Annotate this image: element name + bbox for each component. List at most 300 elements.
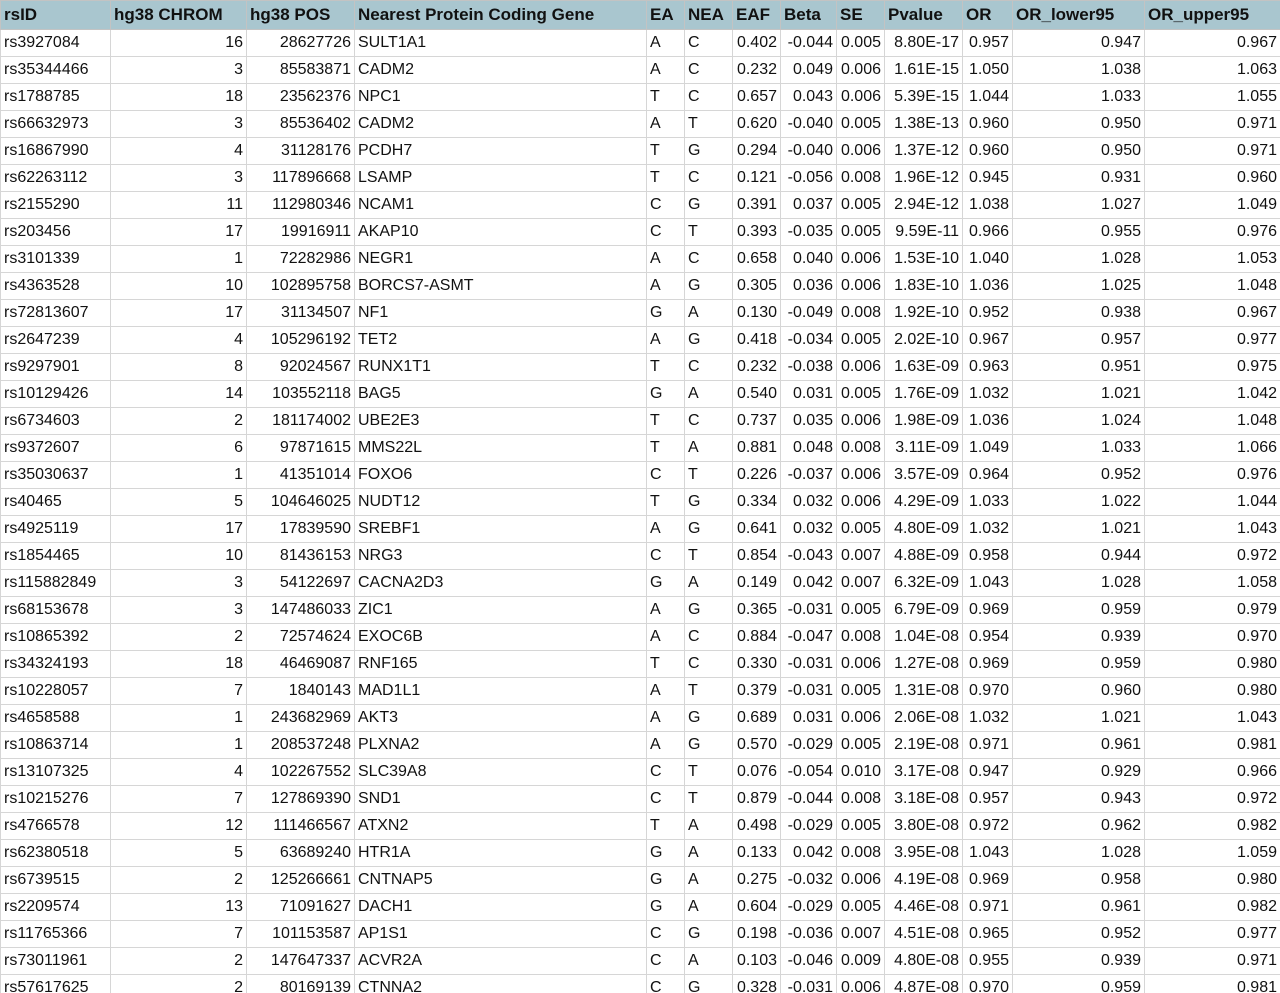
- cell-gene[interactable]: SND1: [355, 786, 647, 813]
- cell-eaf[interactable]: 0.334: [733, 489, 781, 516]
- cell-ea[interactable]: A: [647, 597, 685, 624]
- cell-or[interactable]: 1.032: [963, 516, 1013, 543]
- cell-or-lower95[interactable]: 0.962: [1013, 813, 1145, 840]
- cell-rsid[interactable]: rs62263112: [1, 165, 111, 192]
- cell-or-upper95[interactable]: 0.980: [1145, 867, 1280, 894]
- cell-pos[interactable]: 112980346: [247, 192, 355, 219]
- cell-eaf[interactable]: 0.402: [733, 30, 781, 57]
- cell-or-upper95[interactable]: 1.059: [1145, 840, 1280, 867]
- cell-or-lower95[interactable]: 1.021: [1013, 705, 1145, 732]
- cell-pos[interactable]: 19916911: [247, 219, 355, 246]
- cell-chrom[interactable]: 13: [111, 894, 247, 921]
- cell-or-lower95[interactable]: 0.961: [1013, 894, 1145, 921]
- cell-ea[interactable]: A: [647, 30, 685, 57]
- cell-pvalue[interactable]: 2.94E-12: [885, 192, 963, 219]
- col-header-or[interactable]: OR: [963, 1, 1013, 30]
- table-row[interactable]: [1, 948, 1280, 975]
- cell-gene[interactable]: BAG5: [355, 381, 647, 408]
- cell-or-upper95[interactable]: 0.970: [1145, 624, 1280, 651]
- cell-pvalue[interactable]: 1.04E-08: [885, 624, 963, 651]
- cell-gene[interactable]: NEGR1: [355, 246, 647, 273]
- cell-rsid[interactable]: rs10865392: [1, 624, 111, 651]
- cell-or-lower95[interactable]: 0.939: [1013, 948, 1145, 975]
- cell-beta[interactable]: -0.044: [781, 30, 837, 57]
- table-row[interactable]: [1, 651, 1280, 678]
- cell-or-upper95[interactable]: 0.980: [1145, 651, 1280, 678]
- cell-pvalue[interactable]: 2.19E-08: [885, 732, 963, 759]
- cell-nea[interactable]: C: [685, 84, 733, 111]
- cell-beta[interactable]: 0.042: [781, 570, 837, 597]
- cell-pvalue[interactable]: 4.46E-08: [885, 894, 963, 921]
- cell-rsid[interactable]: rs35030637: [1, 462, 111, 489]
- cell-chrom[interactable]: 2: [111, 975, 247, 993]
- cell-or-upper95[interactable]: 1.044: [1145, 489, 1280, 516]
- cell-eaf[interactable]: 0.658: [733, 246, 781, 273]
- cell-pos[interactable]: 102267552: [247, 759, 355, 786]
- cell-eaf[interactable]: 0.657: [733, 84, 781, 111]
- cell-or-lower95[interactable]: 0.950: [1013, 138, 1145, 165]
- cell-beta[interactable]: -0.031: [781, 651, 837, 678]
- cell-or-upper95[interactable]: 0.972: [1145, 786, 1280, 813]
- table-row[interactable]: [1, 597, 1280, 624]
- cell-pvalue[interactable]: 4.88E-09: [885, 543, 963, 570]
- cell-ea[interactable]: A: [647, 516, 685, 543]
- cell-ea[interactable]: A: [647, 327, 685, 354]
- table-row[interactable]: [1, 84, 1280, 111]
- cell-eaf[interactable]: 0.604: [733, 894, 781, 921]
- cell-se[interactable]: 0.007: [837, 570, 885, 597]
- cell-ea[interactable]: G: [647, 570, 685, 597]
- cell-chrom[interactable]: 14: [111, 381, 247, 408]
- cell-or[interactable]: 0.952: [963, 300, 1013, 327]
- cell-pos[interactable]: 72282986: [247, 246, 355, 273]
- cell-beta[interactable]: -0.032: [781, 867, 837, 894]
- cell-eaf[interactable]: 0.226: [733, 462, 781, 489]
- cell-or-upper95[interactable]: 1.043: [1145, 516, 1280, 543]
- cell-gene[interactable]: BORCS7-ASMT: [355, 273, 647, 300]
- cell-eaf[interactable]: 0.540: [733, 381, 781, 408]
- cell-eaf[interactable]: 0.641: [733, 516, 781, 543]
- cell-chrom[interactable]: 17: [111, 300, 247, 327]
- cell-pos[interactable]: 71091627: [247, 894, 355, 921]
- cell-gene[interactable]: ATXN2: [355, 813, 647, 840]
- cell-nea[interactable]: C: [685, 624, 733, 651]
- cell-nea[interactable]: A: [685, 840, 733, 867]
- col-header-chrom[interactable]: hg38 CHROM: [111, 1, 247, 30]
- cell-beta[interactable]: -0.029: [781, 732, 837, 759]
- cell-ea[interactable]: A: [647, 705, 685, 732]
- cell-rsid[interactable]: rs115882849: [1, 570, 111, 597]
- cell-pos[interactable]: 105296192: [247, 327, 355, 354]
- cell-gene[interactable]: SULT1A1: [355, 30, 647, 57]
- cell-or[interactable]: 0.969: [963, 651, 1013, 678]
- table-row[interactable]: [1, 786, 1280, 813]
- cell-ea[interactable]: A: [647, 273, 685, 300]
- cell-beta[interactable]: -0.047: [781, 624, 837, 651]
- cell-pos[interactable]: 101153587: [247, 921, 355, 948]
- cell-or[interactable]: 0.954: [963, 624, 1013, 651]
- cell-eaf[interactable]: 0.305: [733, 273, 781, 300]
- cell-pos[interactable]: 125266661: [247, 867, 355, 894]
- cell-rsid[interactable]: rs40465: [1, 489, 111, 516]
- cell-pvalue[interactable]: 1.37E-12: [885, 138, 963, 165]
- cell-or-upper95[interactable]: 1.063: [1145, 57, 1280, 84]
- cell-gene[interactable]: NRG3: [355, 543, 647, 570]
- cell-pos[interactable]: 23562376: [247, 84, 355, 111]
- cell-pos[interactable]: 147647337: [247, 948, 355, 975]
- cell-ea[interactable]: T: [647, 84, 685, 111]
- table-row[interactable]: [1, 489, 1280, 516]
- cell-rsid[interactable]: rs203456: [1, 219, 111, 246]
- table-row[interactable]: [1, 813, 1280, 840]
- cell-pos[interactable]: 85536402: [247, 111, 355, 138]
- cell-chrom[interactable]: 7: [111, 786, 247, 813]
- cell-nea[interactable]: A: [685, 300, 733, 327]
- cell-beta[interactable]: -0.029: [781, 894, 837, 921]
- cell-ea[interactable]: T: [647, 651, 685, 678]
- cell-rsid[interactable]: rs4658588: [1, 705, 111, 732]
- cell-se[interactable]: 0.008: [837, 786, 885, 813]
- col-header-gene[interactable]: Nearest Protein Coding Gene: [355, 1, 647, 30]
- cell-or[interactable]: 1.033: [963, 489, 1013, 516]
- cell-eaf[interactable]: 0.881: [733, 435, 781, 462]
- cell-eaf[interactable]: 0.330: [733, 651, 781, 678]
- cell-beta[interactable]: -0.034: [781, 327, 837, 354]
- cell-rsid[interactable]: rs3101339: [1, 246, 111, 273]
- cell-or-upper95[interactable]: 0.967: [1145, 30, 1280, 57]
- cell-or-upper95[interactable]: 0.981: [1145, 732, 1280, 759]
- cell-pos[interactable]: 103552118: [247, 381, 355, 408]
- cell-gene[interactable]: NPC1: [355, 84, 647, 111]
- cell-or-lower95[interactable]: 0.955: [1013, 219, 1145, 246]
- cell-se[interactable]: 0.006: [837, 84, 885, 111]
- cell-eaf[interactable]: 0.198: [733, 921, 781, 948]
- cell-rsid[interactable]: rs1788785: [1, 84, 111, 111]
- table-row[interactable]: [1, 462, 1280, 489]
- table-row[interactable]: [1, 246, 1280, 273]
- cell-nea[interactable]: T: [685, 219, 733, 246]
- cell-ea[interactable]: G: [647, 894, 685, 921]
- cell-pvalue[interactable]: 4.80E-09: [885, 516, 963, 543]
- cell-pvalue[interactable]: 2.02E-10: [885, 327, 963, 354]
- col-header-beta[interactable]: Beta: [781, 1, 837, 30]
- cell-pos[interactable]: 28627726: [247, 30, 355, 57]
- col-header-nea[interactable]: NEA: [685, 1, 733, 30]
- cell-pvalue[interactable]: 1.38E-13: [885, 111, 963, 138]
- cell-eaf[interactable]: 0.737: [733, 408, 781, 435]
- cell-or-upper95[interactable]: 0.980: [1145, 678, 1280, 705]
- cell-pos[interactable]: 81436153: [247, 543, 355, 570]
- cell-se[interactable]: 0.007: [837, 543, 885, 570]
- cell-nea[interactable]: C: [685, 246, 733, 273]
- cell-chrom[interactable]: 17: [111, 516, 247, 543]
- cell-rsid[interactable]: rs13107325: [1, 759, 111, 786]
- cell-rsid[interactable]: rs9372607: [1, 435, 111, 462]
- cell-or[interactable]: 0.958: [963, 543, 1013, 570]
- cell-beta[interactable]: 0.032: [781, 489, 837, 516]
- table-row[interactable]: [1, 840, 1280, 867]
- cell-se[interactable]: 0.005: [837, 327, 885, 354]
- cell-se[interactable]: 0.009: [837, 948, 885, 975]
- cell-or-lower95[interactable]: 0.959: [1013, 975, 1145, 993]
- cell-ea[interactable]: T: [647, 408, 685, 435]
- table-row[interactable]: [1, 273, 1280, 300]
- cell-se[interactable]: 0.006: [837, 462, 885, 489]
- cell-chrom[interactable]: 2: [111, 867, 247, 894]
- cell-or-upper95[interactable]: 0.979: [1145, 597, 1280, 624]
- cell-eaf[interactable]: 0.393: [733, 219, 781, 246]
- cell-pos[interactable]: 117896668: [247, 165, 355, 192]
- cell-chrom[interactable]: 4: [111, 138, 247, 165]
- cell-or-lower95[interactable]: 0.947: [1013, 30, 1145, 57]
- cell-rsid[interactable]: rs2209574: [1, 894, 111, 921]
- cell-or-lower95[interactable]: 1.027: [1013, 192, 1145, 219]
- cell-or-upper95[interactable]: 0.971: [1145, 948, 1280, 975]
- table-row[interactable]: [1, 165, 1280, 192]
- cell-ea[interactable]: C: [647, 759, 685, 786]
- cell-beta[interactable]: -0.049: [781, 300, 837, 327]
- cell-se[interactable]: 0.006: [837, 138, 885, 165]
- cell-beta[interactable]: 0.032: [781, 516, 837, 543]
- cell-gene[interactable]: NUDT12: [355, 489, 647, 516]
- cell-chrom[interactable]: 2: [111, 624, 247, 651]
- cell-beta[interactable]: -0.043: [781, 543, 837, 570]
- cell-or[interactable]: 0.957: [963, 30, 1013, 57]
- cell-rsid[interactable]: rs1854465: [1, 543, 111, 570]
- cell-ea[interactable]: A: [647, 111, 685, 138]
- col-header-pos[interactable]: hg38 POS: [247, 1, 355, 30]
- cell-chrom[interactable]: 7: [111, 678, 247, 705]
- cell-se[interactable]: 0.005: [837, 894, 885, 921]
- cell-beta[interactable]: -0.040: [781, 111, 837, 138]
- cell-or-upper95[interactable]: 1.058: [1145, 570, 1280, 597]
- cell-beta[interactable]: 0.031: [781, 705, 837, 732]
- cell-beta[interactable]: 0.037: [781, 192, 837, 219]
- cell-or-upper95[interactable]: 0.981: [1145, 975, 1280, 993]
- cell-nea[interactable]: G: [685, 921, 733, 948]
- cell-ea[interactable]: C: [647, 975, 685, 993]
- cell-gene[interactable]: RUNX1T1: [355, 354, 647, 381]
- table-row[interactable]: [1, 678, 1280, 705]
- cell-pvalue[interactable]: 9.59E-11: [885, 219, 963, 246]
- cell-se[interactable]: 0.006: [837, 273, 885, 300]
- cell-se[interactable]: 0.010: [837, 759, 885, 786]
- cell-ea[interactable]: T: [647, 489, 685, 516]
- cell-gene[interactable]: ACVR2A: [355, 948, 647, 975]
- cell-pvalue[interactable]: 1.27E-08: [885, 651, 963, 678]
- cell-or[interactable]: 0.971: [963, 732, 1013, 759]
- cell-or[interactable]: 0.947: [963, 759, 1013, 786]
- cell-or-lower95[interactable]: 1.033: [1013, 435, 1145, 462]
- cell-pos[interactable]: 181174002: [247, 408, 355, 435]
- cell-beta[interactable]: 0.031: [781, 381, 837, 408]
- cell-rsid[interactable]: rs4363528: [1, 273, 111, 300]
- cell-or-lower95[interactable]: 0.960: [1013, 678, 1145, 705]
- cell-nea[interactable]: G: [685, 516, 733, 543]
- table-row[interactable]: [1, 30, 1280, 57]
- table-row[interactable]: [1, 354, 1280, 381]
- cell-beta[interactable]: -0.054: [781, 759, 837, 786]
- cell-chrom[interactable]: 7: [111, 921, 247, 948]
- cell-pvalue[interactable]: 2.06E-08: [885, 705, 963, 732]
- cell-or-lower95[interactable]: 0.939: [1013, 624, 1145, 651]
- cell-or-lower95[interactable]: 0.943: [1013, 786, 1145, 813]
- cell-chrom[interactable]: 3: [111, 570, 247, 597]
- cell-or-lower95[interactable]: 0.957: [1013, 327, 1145, 354]
- cell-pos[interactable]: 41351014: [247, 462, 355, 489]
- cell-or-upper95[interactable]: 0.975: [1145, 354, 1280, 381]
- cell-rsid[interactable]: rs10215276: [1, 786, 111, 813]
- cell-se[interactable]: 0.008: [837, 840, 885, 867]
- cell-beta[interactable]: 0.036: [781, 273, 837, 300]
- cell-pvalue[interactable]: 4.29E-09: [885, 489, 963, 516]
- cell-eaf[interactable]: 0.879: [733, 786, 781, 813]
- cell-rsid[interactable]: rs10228057: [1, 678, 111, 705]
- cell-or-lower95[interactable]: 0.929: [1013, 759, 1145, 786]
- cell-gene[interactable]: SLC39A8: [355, 759, 647, 786]
- col-header-or-lower95[interactable]: OR_lower95: [1013, 1, 1145, 30]
- cell-rsid[interactable]: rs3927084: [1, 30, 111, 57]
- cell-gene[interactable]: PLXNA2: [355, 732, 647, 759]
- cell-nea[interactable]: C: [685, 30, 733, 57]
- cell-beta[interactable]: -0.056: [781, 165, 837, 192]
- cell-or[interactable]: 1.049: [963, 435, 1013, 462]
- cell-chrom[interactable]: 3: [111, 57, 247, 84]
- cell-eaf[interactable]: 0.076: [733, 759, 781, 786]
- cell-ea[interactable]: T: [647, 165, 685, 192]
- cell-se[interactable]: 0.006: [837, 354, 885, 381]
- cell-gene[interactable]: FOXO6: [355, 462, 647, 489]
- cell-pos[interactable]: 54122697: [247, 570, 355, 597]
- col-header-eaf[interactable]: EAF: [733, 1, 781, 30]
- cell-chrom[interactable]: 6: [111, 435, 247, 462]
- cell-nea[interactable]: G: [685, 327, 733, 354]
- cell-or-upper95[interactable]: 1.048: [1145, 408, 1280, 435]
- cell-or-lower95[interactable]: 1.021: [1013, 381, 1145, 408]
- cell-or-lower95[interactable]: 0.938: [1013, 300, 1145, 327]
- cell-or-lower95[interactable]: 0.952: [1013, 921, 1145, 948]
- cell-pvalue[interactable]: 3.17E-08: [885, 759, 963, 786]
- cell-rsid[interactable]: rs68153678: [1, 597, 111, 624]
- cell-or-upper95[interactable]: 0.977: [1145, 327, 1280, 354]
- cell-rsid[interactable]: rs10129426: [1, 381, 111, 408]
- cell-pvalue[interactable]: 1.98E-09: [885, 408, 963, 435]
- cell-or[interactable]: 0.970: [963, 975, 1013, 993]
- cell-nea[interactable]: A: [685, 894, 733, 921]
- cell-pos[interactable]: 208537248: [247, 732, 355, 759]
- cell-rsid[interactable]: rs11765366: [1, 921, 111, 948]
- cell-pos[interactable]: 243682969: [247, 705, 355, 732]
- cell-or-upper95[interactable]: 0.976: [1145, 462, 1280, 489]
- cell-nea[interactable]: C: [685, 651, 733, 678]
- cell-gene[interactable]: AKT3: [355, 705, 647, 732]
- cell-beta[interactable]: -0.031: [781, 975, 837, 993]
- col-header-rsid[interactable]: rsID: [1, 1, 111, 30]
- cell-gene[interactable]: CADM2: [355, 111, 647, 138]
- cell-ea[interactable]: G: [647, 381, 685, 408]
- cell-se[interactable]: 0.006: [837, 975, 885, 993]
- cell-or-upper95[interactable]: 1.066: [1145, 435, 1280, 462]
- cell-pvalue[interactable]: 1.83E-10: [885, 273, 963, 300]
- cell-or[interactable]: 0.971: [963, 894, 1013, 921]
- cell-pos[interactable]: 1840143: [247, 678, 355, 705]
- cell-ea[interactable]: C: [647, 786, 685, 813]
- table-row[interactable]: [1, 138, 1280, 165]
- col-header-ea[interactable]: EA: [647, 1, 685, 30]
- table-row[interactable]: [1, 624, 1280, 651]
- cell-or[interactable]: 0.960: [963, 138, 1013, 165]
- cell-pos[interactable]: 80169139: [247, 975, 355, 993]
- cell-nea[interactable]: T: [685, 462, 733, 489]
- cell-pvalue[interactable]: 3.95E-08: [885, 840, 963, 867]
- cell-se[interactable]: 0.008: [837, 300, 885, 327]
- cell-pos[interactable]: 127869390: [247, 786, 355, 813]
- table-row[interactable]: [1, 705, 1280, 732]
- cell-pvalue[interactable]: 3.18E-08: [885, 786, 963, 813]
- cell-rsid[interactable]: rs9297901: [1, 354, 111, 381]
- table-row[interactable]: [1, 867, 1280, 894]
- cell-nea[interactable]: G: [685, 273, 733, 300]
- cell-or-upper95[interactable]: 1.053: [1145, 246, 1280, 273]
- cell-ea[interactable]: G: [647, 840, 685, 867]
- cell-gene[interactable]: CNTNAP5: [355, 867, 647, 894]
- table-row[interactable]: [1, 975, 1280, 993]
- cell-or-upper95[interactable]: 1.055: [1145, 84, 1280, 111]
- cell-pos[interactable]: 102895758: [247, 273, 355, 300]
- cell-gene[interactable]: MMS22L: [355, 435, 647, 462]
- cell-pos[interactable]: 72574624: [247, 624, 355, 651]
- cell-gene[interactable]: HTR1A: [355, 840, 647, 867]
- cell-or[interactable]: 1.032: [963, 381, 1013, 408]
- cell-rsid[interactable]: rs6739515: [1, 867, 111, 894]
- cell-or-upper95[interactable]: 0.982: [1145, 813, 1280, 840]
- cell-gene[interactable]: LSAMP: [355, 165, 647, 192]
- table-row[interactable]: [1, 300, 1280, 327]
- cell-or[interactable]: 1.040: [963, 246, 1013, 273]
- cell-pvalue[interactable]: 4.19E-08: [885, 867, 963, 894]
- cell-or-lower95[interactable]: 0.944: [1013, 543, 1145, 570]
- cell-ea[interactable]: T: [647, 138, 685, 165]
- table-row[interactable]: [1, 192, 1280, 219]
- cell-chrom[interactable]: 11: [111, 192, 247, 219]
- cell-chrom[interactable]: 4: [111, 759, 247, 786]
- cell-chrom[interactable]: 17: [111, 219, 247, 246]
- table-row[interactable]: [1, 543, 1280, 570]
- cell-or-upper95[interactable]: 0.982: [1145, 894, 1280, 921]
- cell-chrom[interactable]: 12: [111, 813, 247, 840]
- cell-pos[interactable]: 46469087: [247, 651, 355, 678]
- cell-or[interactable]: 0.964: [963, 462, 1013, 489]
- cell-ea[interactable]: T: [647, 435, 685, 462]
- cell-or-lower95[interactable]: 0.958: [1013, 867, 1145, 894]
- cell-nea[interactable]: C: [685, 165, 733, 192]
- cell-beta[interactable]: 0.043: [781, 84, 837, 111]
- cell-se[interactable]: 0.005: [837, 30, 885, 57]
- cell-chrom[interactable]: 1: [111, 462, 247, 489]
- cell-nea[interactable]: T: [685, 759, 733, 786]
- cell-or[interactable]: 0.945: [963, 165, 1013, 192]
- cell-or-lower95[interactable]: 0.951: [1013, 354, 1145, 381]
- cell-or-upper95[interactable]: 1.042: [1145, 381, 1280, 408]
- cell-nea[interactable]: A: [685, 948, 733, 975]
- cell-gene[interactable]: EXOC6B: [355, 624, 647, 651]
- cell-pvalue[interactable]: 3.57E-09: [885, 462, 963, 489]
- cell-chrom[interactable]: 3: [111, 165, 247, 192]
- cell-gene[interactable]: DACH1: [355, 894, 647, 921]
- cell-or[interactable]: 0.963: [963, 354, 1013, 381]
- cell-or-lower95[interactable]: 0.959: [1013, 597, 1145, 624]
- cell-pvalue[interactable]: 4.51E-08: [885, 921, 963, 948]
